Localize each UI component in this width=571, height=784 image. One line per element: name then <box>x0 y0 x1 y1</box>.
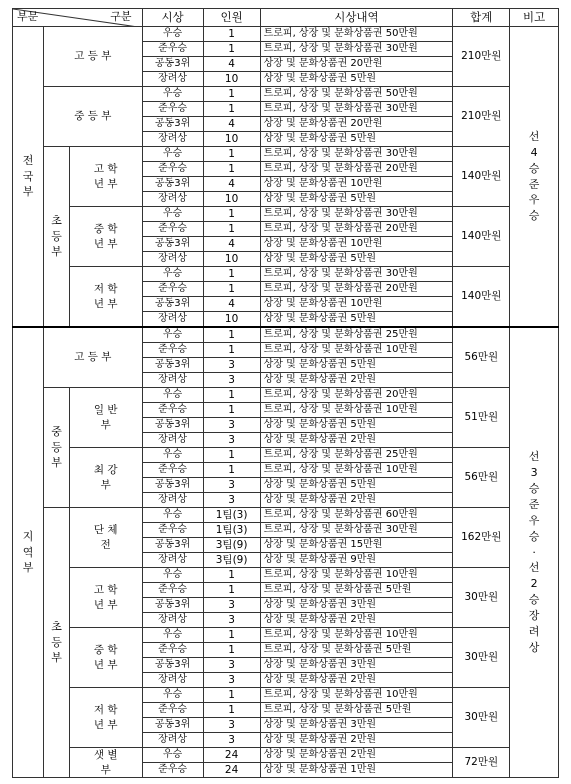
details-cell: 상장 및 문화상품권 2만원 <box>260 748 453 763</box>
award-cell: 준우승 <box>142 463 203 478</box>
total-cell: 210만원 <box>453 27 510 87</box>
count-cell: 10 <box>203 192 260 207</box>
award-cell: 우승 <box>142 147 203 162</box>
total-cell: 72만원 <box>453 748 510 778</box>
count-cell: 1팀(3) <box>203 508 260 523</box>
details-cell: 트로피, 상장 및 문화상품권 30만원 <box>260 207 453 222</box>
category-level1: 초 등 부 <box>44 147 70 328</box>
count-cell: 1 <box>203 42 260 57</box>
award-cell: 우승 <box>142 568 203 583</box>
total-cell: 140만원 <box>453 147 510 207</box>
details-cell: 트로피, 상장 및 문화상품권 20만원 <box>260 282 453 297</box>
header-division-category <box>13 9 143 27</box>
award-cell: 공동3위 <box>142 237 203 252</box>
award-cell: 공동3위 <box>142 177 203 192</box>
count-cell: 1 <box>203 162 260 177</box>
award-cell: 장려상 <box>142 553 203 568</box>
details-cell: 상장 및 문화상품권 2만원 <box>260 493 453 508</box>
count-cell: 4 <box>203 117 260 132</box>
table-row <box>13 568 559 583</box>
details-cell: 상장 및 문화상품권 5만원 <box>260 132 453 147</box>
details-cell: 상장 및 문화상품권 10만원 <box>260 177 453 192</box>
total-cell: 140만원 <box>453 267 510 328</box>
category-level1: 중 등 부 <box>44 388 70 508</box>
details-cell: 상장 및 문화상품권 10만원 <box>260 237 453 252</box>
details-cell: 상장 및 문화상품권 2만원 <box>260 673 453 688</box>
details-cell: 트로피, 상장 및 문화상품권 5만원 <box>260 643 453 658</box>
count-cell: 3팀(9) <box>203 553 260 568</box>
count-cell: 1 <box>203 463 260 478</box>
category-level2: 단 체 전 <box>69 508 142 568</box>
award-cell: 장려상 <box>142 733 203 748</box>
total-cell: 56만원 <box>453 448 510 508</box>
count-cell: 3 <box>203 433 260 448</box>
prize-table <box>12 8 559 778</box>
count-cell: 1 <box>203 448 260 463</box>
award-cell: 공동3위 <box>142 718 203 733</box>
count-cell: 10 <box>203 72 260 87</box>
details-cell: 트로피, 상장 및 문화상품권 60만원 <box>260 508 453 523</box>
award-cell: 공동3위 <box>142 538 203 553</box>
details-cell: 트로피, 상장 및 문화상품권 10만원 <box>260 568 453 583</box>
section-name: 지 역 부 <box>13 327 44 778</box>
header-row <box>13 9 559 27</box>
count-cell: 3 <box>203 613 260 628</box>
details-cell: 상장 및 문화상품권 2만원 <box>260 433 453 448</box>
details-cell: 상장 및 문화상품권 2만원 <box>260 733 453 748</box>
table-row <box>13 508 559 523</box>
details-cell: 트로피, 상장 및 문화상품권 10만원 <box>260 463 453 478</box>
details-cell: 상장 및 문화상품권 20만원 <box>260 117 453 132</box>
details-cell: 트로피, 상장 및 문화상품권 10만원 <box>260 628 453 643</box>
details-cell: 트로피, 상장 및 문화상품권 10만원 <box>260 403 453 418</box>
count-cell: 1 <box>203 643 260 658</box>
table-row <box>13 688 559 703</box>
award-cell: 공동3위 <box>142 598 203 613</box>
details-cell: 트로피, 상장 및 문화상품권 30만원 <box>260 523 453 538</box>
count-cell: 3 <box>203 673 260 688</box>
count-cell: 3 <box>203 718 260 733</box>
header-total: 합계 <box>453 9 510 27</box>
details-cell: 트로피, 상장 및 문화상품권 25만원 <box>260 327 453 343</box>
count-cell: 24 <box>203 748 260 763</box>
details-cell: 상장 및 문화상품권 3만원 <box>260 598 453 613</box>
award-cell: 우승 <box>142 87 203 102</box>
details-cell: 상장 및 문화상품권 5만원 <box>260 72 453 87</box>
count-cell: 3 <box>203 733 260 748</box>
count-cell: 4 <box>203 237 260 252</box>
count-cell: 3 <box>203 373 260 388</box>
category-level2: 고 학 년 부 <box>69 568 142 628</box>
count-cell: 1 <box>203 327 260 343</box>
award-cell: 준우승 <box>142 343 203 358</box>
award-cell: 공동3위 <box>142 418 203 433</box>
award-cell: 장려상 <box>142 72 203 87</box>
details-cell: 상장 및 문화상품권 5만원 <box>260 478 453 493</box>
count-cell: 1 <box>203 568 260 583</box>
award-cell: 준우승 <box>142 523 203 538</box>
category-level2: 고 학 년 부 <box>69 147 142 207</box>
award-cell: 우승 <box>142 267 203 282</box>
details-cell: 상장 및 문화상품권 3만원 <box>260 718 453 733</box>
category-name: 중 등 부 <box>44 87 142 147</box>
total-cell: 140만원 <box>453 207 510 267</box>
table-row <box>13 267 559 282</box>
award-cell: 우승 <box>142 628 203 643</box>
header-count: 인원 <box>203 9 260 27</box>
award-cell: 장려상 <box>142 132 203 147</box>
count-cell: 1 <box>203 102 260 117</box>
table-row <box>13 327 559 343</box>
note-cell: 선 4 승 준 우 승 <box>510 27 559 328</box>
count-cell: 1 <box>203 388 260 403</box>
count-cell: 10 <box>203 312 260 328</box>
total-cell: 30만원 <box>453 568 510 628</box>
details-cell: 트로피, 상장 및 문화상품권 20만원 <box>260 162 453 177</box>
details-cell: 트로피, 상장 및 문화상품권 5만원 <box>260 583 453 598</box>
details-cell: 트로피, 상장 및 문화상품권 30만원 <box>260 42 453 57</box>
award-cell: 공동3위 <box>142 57 203 72</box>
count-cell: 10 <box>203 252 260 267</box>
details-cell: 트로피, 상장 및 문화상품권 25만원 <box>260 448 453 463</box>
count-cell: 1팀(3) <box>203 523 260 538</box>
count-cell: 4 <box>203 297 260 312</box>
total-cell: 51만원 <box>453 388 510 448</box>
details-cell: 상장 및 문화상품권 3만원 <box>260 658 453 673</box>
details-cell: 트로피, 상장 및 문화상품권 30만원 <box>260 147 453 162</box>
note-cell: 선 3 승 준 우 승 · 선 2 승 장 려 상 <box>510 327 559 778</box>
category-level2: 일 반 부 <box>69 388 142 448</box>
award-cell: 준우승 <box>142 102 203 117</box>
count-cell: 3 <box>203 478 260 493</box>
details-cell: 트로피, 상장 및 문화상품권 20만원 <box>260 222 453 237</box>
header-division: 부문 <box>17 10 39 23</box>
table-row <box>13 27 559 42</box>
count-cell: 4 <box>203 57 260 72</box>
details-cell: 트로피, 상장 및 문화상품권 30만원 <box>260 102 453 117</box>
details-cell: 트로피, 상장 및 문화상품권 50만원 <box>260 27 453 42</box>
count-cell: 1 <box>203 147 260 162</box>
details-cell: 상장 및 문화상품권 2만원 <box>260 373 453 388</box>
count-cell: 24 <box>203 763 260 778</box>
award-cell: 준우승 <box>142 703 203 718</box>
award-cell: 준우승 <box>142 42 203 57</box>
count-cell: 4 <box>203 177 260 192</box>
details-cell: 상장 및 문화상품권 5만원 <box>260 312 453 328</box>
section-name: 전 국 부 <box>13 27 44 328</box>
prize-table-wrapper <box>12 8 559 778</box>
award-cell: 준우승 <box>142 282 203 297</box>
count-cell: 1 <box>203 267 260 282</box>
count-cell: 1 <box>203 343 260 358</box>
award-cell: 장려상 <box>142 192 203 207</box>
details-cell: 트로피, 상장 및 문화상품권 20만원 <box>260 388 453 403</box>
header-category: 구분 <box>110 10 132 23</box>
award-cell: 우승 <box>142 448 203 463</box>
details-cell: 트로피, 상장 및 문화상품권 50만원 <box>260 87 453 102</box>
details-cell: 상장 및 문화상품권 5만원 <box>260 418 453 433</box>
total-cell: 162만원 <box>453 508 510 568</box>
table-row <box>13 628 559 643</box>
award-cell: 우승 <box>142 688 203 703</box>
award-cell: 준우승 <box>142 222 203 237</box>
header-note: 비고 <box>510 9 559 27</box>
award-cell: 장려상 <box>142 613 203 628</box>
total-cell: 210만원 <box>453 87 510 147</box>
category-level2: 최 강 부 <box>69 448 142 508</box>
count-cell: 3 <box>203 658 260 673</box>
details-cell: 상장 및 문화상품권 9만원 <box>260 553 453 568</box>
count-cell: 3 <box>203 493 260 508</box>
details-cell: 트로피, 상장 및 문화상품권 10만원 <box>260 688 453 703</box>
total-cell: 30만원 <box>453 628 510 688</box>
total-cell: 30만원 <box>453 688 510 748</box>
award-cell: 장려상 <box>142 312 203 328</box>
details-cell: 상장 및 문화상품권 15만원 <box>260 538 453 553</box>
award-cell: 준우승 <box>142 162 203 177</box>
table-row <box>13 207 559 222</box>
details-cell: 트로피, 상장 및 문화상품권 10만원 <box>260 343 453 358</box>
header-award: 시상 <box>142 9 203 27</box>
count-cell: 3 <box>203 358 260 373</box>
category-level1: 초 등 부 <box>44 508 70 778</box>
category-level2: 저 학 년 부 <box>69 688 142 748</box>
count-cell: 3 <box>203 418 260 433</box>
table-row <box>13 388 559 403</box>
award-cell: 준우승 <box>142 763 203 778</box>
award-cell: 우승 <box>142 508 203 523</box>
category-name: 고 등 부 <box>44 27 142 87</box>
count-cell: 3 <box>203 598 260 613</box>
details-cell: 트로피, 상장 및 문화상품권 5만원 <box>260 703 453 718</box>
total-cell: 56만원 <box>453 327 510 388</box>
count-cell: 1 <box>203 688 260 703</box>
count-cell: 1 <box>203 207 260 222</box>
award-cell: 준우승 <box>142 403 203 418</box>
count-cell: 3팀(9) <box>203 538 260 553</box>
award-cell: 우승 <box>142 388 203 403</box>
count-cell: 1 <box>203 282 260 297</box>
award-cell: 우승 <box>142 207 203 222</box>
award-cell: 준우승 <box>142 583 203 598</box>
category-level2: 저 학 년 부 <box>69 267 142 328</box>
count-cell: 1 <box>203 628 260 643</box>
award-cell: 공동3위 <box>142 478 203 493</box>
award-cell: 장려상 <box>142 373 203 388</box>
category-level2: 중 학 년 부 <box>69 207 142 267</box>
count-cell: 10 <box>203 132 260 147</box>
award-cell: 준우승 <box>142 643 203 658</box>
award-cell: 장려상 <box>142 493 203 508</box>
table-row <box>13 147 559 162</box>
category-level2: 샛 별 부 <box>69 748 142 778</box>
award-cell: 우승 <box>142 27 203 42</box>
count-cell: 1 <box>203 27 260 42</box>
count-cell: 1 <box>203 583 260 598</box>
table-row <box>13 87 559 102</box>
award-cell: 공동3위 <box>142 358 203 373</box>
details-cell: 트로피, 상장 및 문화상품권 30만원 <box>260 267 453 282</box>
count-cell: 1 <box>203 87 260 102</box>
award-cell: 장려상 <box>142 252 203 267</box>
award-cell: 우승 <box>142 327 203 343</box>
count-cell: 1 <box>203 222 260 237</box>
details-cell: 상장 및 문화상품권 1만원 <box>260 763 453 778</box>
award-cell: 장려상 <box>142 433 203 448</box>
details-cell: 상장 및 문화상품권 5만원 <box>260 192 453 207</box>
category-level2: 중 학 년 부 <box>69 628 142 688</box>
count-cell: 1 <box>203 403 260 418</box>
table-row <box>13 748 559 763</box>
award-cell: 우승 <box>142 748 203 763</box>
details-cell: 상장 및 문화상품권 5만원 <box>260 358 453 373</box>
award-cell: 공동3위 <box>142 658 203 673</box>
prize-table-body <box>13 9 559 778</box>
table-row <box>13 448 559 463</box>
category-name: 고 등 부 <box>44 327 142 388</box>
award-cell: 장려상 <box>142 673 203 688</box>
header-details: 시상내역 <box>260 9 453 27</box>
award-cell: 공동3위 <box>142 297 203 312</box>
details-cell: 상장 및 문화상품권 20만원 <box>260 57 453 72</box>
details-cell: 상장 및 문화상품권 2만원 <box>260 613 453 628</box>
award-cell: 공동3위 <box>142 117 203 132</box>
details-cell: 상장 및 문화상품권 10만원 <box>260 297 453 312</box>
details-cell: 상장 및 문화상품권 5만원 <box>260 252 453 267</box>
count-cell: 1 <box>203 703 260 718</box>
